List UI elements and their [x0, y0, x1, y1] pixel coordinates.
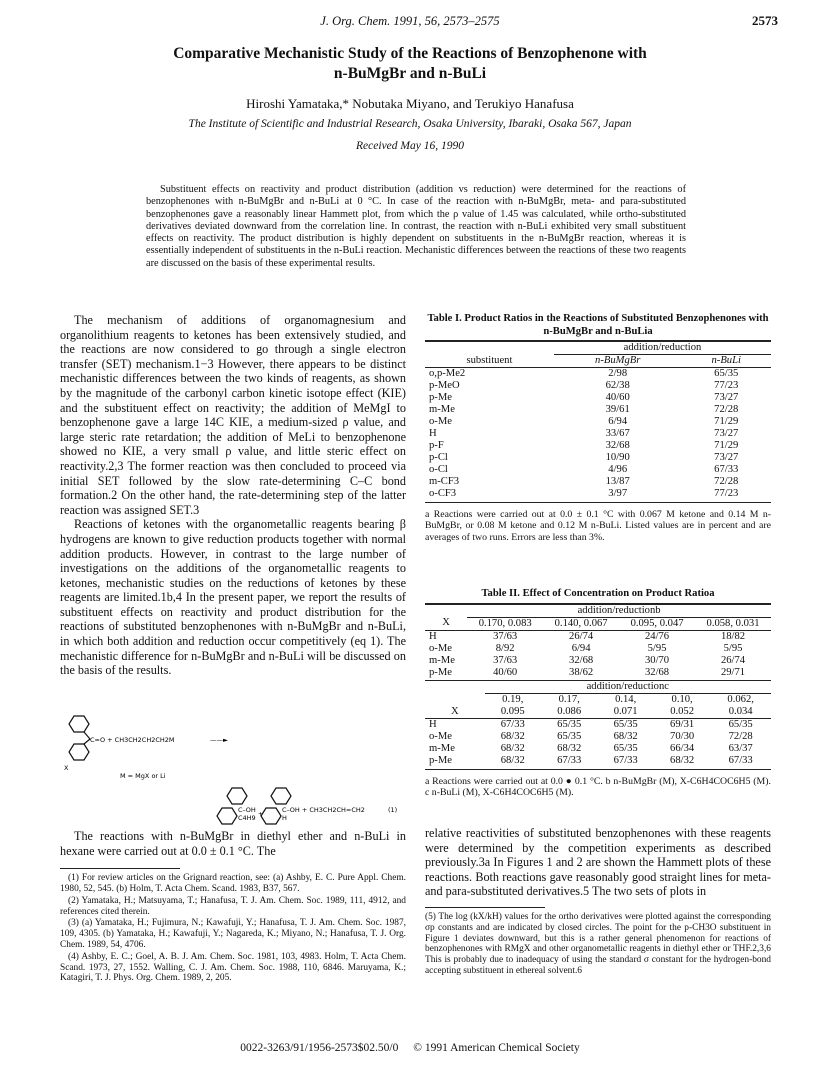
table-2-block [425, 588, 771, 798]
table-col-header: 0.095, 0.047 [630, 617, 684, 629]
footnote-right: (5) The log (kX/kH) values for the ortho derivatives were plotted against the corresponding σp constants and are indicated by closed circles. The point for the p-CH3O substituent in Figure 1 deviates downward, but this is a rather general phenomenon for reactions of benzophenones with RMgX and other organometallic reagents in diethyl ether or THF.2,3,6 This is probably due to inadequacy of using the standard σ constant for the hydrogen-bond accepting substituent in ethereal solvent.6 [425, 911, 771, 976]
table-1 [425, 340, 771, 500]
table-row [425, 488, 771, 500]
copyright: © 1991 American Chemical Society [413, 1042, 580, 1054]
table-cell: 65/35 [714, 368, 739, 379]
table-cell: 6/94 [608, 416, 628, 427]
table-cell: 29/71 [720, 666, 746, 678]
footnotes-left [60, 873, 406, 984]
document-code: 0022-3263/91/1956-2573$02.50/0 [240, 1042, 399, 1054]
table-cell: 33/67 [605, 428, 630, 439]
table-cell: o,p-Me2 [429, 368, 466, 379]
table-cell: 40/60 [493, 666, 518, 678]
table-col-header: 0.14, [615, 693, 637, 705]
table-cell: 30/70 [644, 654, 670, 666]
table-row [425, 743, 771, 755]
table-1-col-header: n-BuLi [711, 355, 741, 366]
table-cell: 72/28 [714, 404, 739, 415]
table-cell: H [429, 428, 437, 439]
table-cell: 67/33 [557, 754, 582, 766]
abstract: Substituent effects on reactivity and product distribution (addition vs reduction) were determined for the reactions of benzophenones with n-BuMgBr and n-BuLi at 0 °C. In case of the reaction with n-BuMgBr, meta- and para-substituted benzophenones gave a reasonably linear Hammett plot, from which the ρ value of 1.45 was calculated, while ortho-substituted derivatives deviated downward from the correlation line. In contrast, the reaction with n-BuLi exhibited very small substituent effects on reactivity. The product distribution is highly dependent on substituents in the n-BuMgBr reaction, whereas it is essentially independent of substituents in the n-BuLi reaction. Mechanistic differences between the reactions of these two reagents are discussed on the basis of these experimental results. [146, 184, 686, 269]
footnote: (1) For review articles on the Grignard reaction, see: (a) Ashby, E. C. Pure Appl. Chem. 1980, 52, 545. (b) Holm, T. Acta Chem. Scand. 1983, B37, 567. [60, 873, 406, 894]
table-cell: 72/28 [714, 476, 739, 487]
table-cell: 66/34 [670, 742, 695, 754]
body-left-column [60, 313, 406, 678]
table-cell: o-CF3 [429, 488, 457, 499]
table-row [425, 655, 771, 667]
table-col-header: 0.052 [670, 705, 695, 717]
footnote: (3) (a) Yamataka, H.; Fujimura, N.; Kawafuji, Y.; Hanafusa, T. J. Am. Chem. Soc. 1987, 109, 4305. (b) Yamataka, H.; Kawafuji, Y.; Nagareda, K.; Miyano, N.; Hanafusa, T. J. Org. Chem. 1989, 54, 4706. [60, 918, 406, 950]
table-cell: 65/35 [613, 718, 638, 730]
table-cell: 3/97 [608, 488, 628, 499]
table-col-header: X [450, 705, 459, 717]
table-cell: H [429, 630, 437, 642]
table-cell: 68/32 [613, 730, 638, 742]
table-col-header: 0.170, 0.083 [478, 617, 532, 629]
footnote: (4) Ashby, E. C.; Goel, A. B. J. Am. Chem. Soc. 1981, 103, 4983. Holm, T. Acta Chem. Scand. 1973, 27, 1552. Walling, C. J. Am. Chem. Soc. 1988, 110, 6846. Maruyama, K.; Katagiri, T. J. Phys. Org. Chem. 1989, 2, 205. [60, 951, 406, 984]
table-cell: 5/95 [723, 642, 743, 654]
table-cell: m-CF3 [429, 476, 460, 487]
body-paragraph: The reactions with n-BuMgBr in diethyl ether and n-BuLi in hexane were carried out at 0.0 ± 0.1 °C. The [60, 829, 406, 858]
table-row [425, 643, 771, 655]
table-row [425, 440, 771, 452]
table-cell: 71/29 [714, 440, 739, 451]
table-1-note: a Reactions were carried out at 0.0 ± 0.1 °C with 0.067 M ketone and 0.14 M n-BuMgBr, or 0.08 M ketone and 0.12 M n-BuLi. Listed values are in percent and are averages of two runs. Errors are less than 3%. [425, 509, 771, 543]
table-cell: p-F [429, 440, 444, 451]
table-col-header: 0.17, [558, 693, 580, 705]
reaction-scheme-eq1 [60, 712, 406, 828]
table-row [425, 452, 771, 464]
table-cell: 65/35 [613, 742, 638, 754]
table-2a [425, 603, 771, 679]
title-line-1: Comparative Mechanistic Study of the Reactions of Benzophenone with [173, 45, 647, 62]
table-2-caption: Table II. Effect of Concentration on Product Ratioa [481, 588, 715, 599]
page-number: 2573 [752, 13, 778, 28]
footnote: (2) Yamataka, H.; Matsuyama, T.; Hanafusa, T. J. Am. Chem. Soc. 1989, 111, 4912, and references cited therein. [60, 895, 406, 917]
table-1-col-header: substituent [466, 354, 513, 366]
table-cell: 67/33 [714, 464, 739, 475]
running-head: J. Org. Chem. 1991, 56, 2573–2575 [320, 14, 500, 28]
table-col-header: 0.062, [727, 693, 754, 705]
table-cell: 24/76 [644, 630, 670, 642]
table-col-header: 0.19, [502, 693, 524, 705]
table-cell: p-Me [429, 754, 452, 766]
table-1-block [425, 313, 771, 543]
plus-sign: + [258, 810, 264, 818]
table-cell: 18/82 [720, 630, 746, 642]
table-col-header: 0.10, [671, 693, 693, 705]
table-cell: 37/63 [493, 630, 518, 642]
body-paragraph: Reactions of ketones with the organometallic reagents bearing β hydrogens are known to give reduction products together with normal addition products. However, in contrast to the large number of investigations on the additions of the organometallic reagents to ketones, mechanistic studies on the reductions of ketones by these reagents are limited.1b,4 In the present paper, we report the results of substituent effects on reactivity and product distribution for the reactions of substituted benzophenones with n-BuMgBr and n-BuLi, in which both addition and reduction occur competitively (eq 1). The mechanistic difference for n-BuMgBr and n-BuLi will be discussed on the basis of the results. [60, 517, 406, 678]
table-col-header: 0.071 [613, 705, 638, 717]
title-line-2: n-BuMgBr and n-BuLi [333, 65, 487, 82]
table-row [425, 380, 771, 392]
table-cell: 68/32 [500, 754, 525, 766]
table-row [425, 718, 771, 731]
table-cell: 65/35 [557, 718, 582, 730]
table-cell: H [429, 718, 437, 730]
reduction-product-text: C–OH + CH3CH2CH=CH2 [282, 806, 365, 814]
table-cell: p-MeO [429, 380, 460, 391]
body-paragraph: The mechanism of additions of organomagnesium and organolithium reagents to ketones has been extensively studied, and the reactions are now considered to go through a single electron transfer (SET) mechanism.1−3 However, there appears to be distinct mechanistic differences between the two kinds of reagents, as shown by the magnitude of the carbonyl carbon kinetic isotope effect (KIE) and the substituent effect on reactivity; the addition of MeMgI to benzophenone gave a large 14C KIE, a medium-sized ρ value, and large steric rate retardation; the addition of MeLi to benzophenone showed no KIE, a very small ρ value, and little steric effect on reactivity.2,3 The former reaction was then concluded to proceed via initial SET followed by the slow rate-determining C–C bond formation.2 On the other hand, the rate-determining step of the latter reaction was assigned SET.3 [60, 313, 406, 517]
table-col-header: X [442, 617, 450, 629]
table-cell: 68/32 [500, 742, 525, 754]
table-row [425, 464, 771, 476]
addition-product-butyl: C4H9 [238, 814, 256, 822]
table-cell: 6/94 [571, 642, 591, 654]
table-cell: 67/33 [728, 754, 753, 766]
substituent-x: X [64, 764, 69, 772]
table-cell: 39/61 [605, 404, 630, 415]
table-cell: 72/28 [728, 730, 753, 742]
table-cell: 32/68 [644, 666, 670, 678]
table-1-col-header: n-BuMgBr [595, 355, 641, 366]
reaction-arrow: ——► [210, 736, 228, 744]
table-cell: 8/92 [495, 642, 515, 654]
table-cell: 77/23 [714, 488, 739, 499]
table-cell: 38/62 [569, 666, 594, 678]
table-cell: o-Me [429, 730, 452, 742]
table-1-caption: Table I. Product Ratios in the Reactions of Substituted Benzophenones with n-BuMgBr and n-BuLia [427, 313, 769, 337]
table-cell: p-Me [429, 392, 452, 403]
table-cell: m-Me [429, 654, 455, 666]
reduction-product-h: H [282, 814, 287, 822]
table-cell: 65/35 [728, 718, 753, 730]
table-col-header: 0.140, 0.067 [554, 617, 608, 629]
table-cell: 65/35 [557, 730, 582, 742]
table-1-group-header: addition/reduction [554, 341, 771, 355]
table-2b [425, 680, 771, 767]
table-cell: 13/87 [605, 476, 630, 487]
equation-number: (1) [388, 806, 398, 814]
table-cell: 73/27 [714, 428, 739, 439]
table-row [425, 667, 771, 679]
table-col-header [425, 693, 485, 706]
table-col-header: 0.086 [557, 705, 582, 717]
reagent-text: C=O + CH3CH2CH2CH2M [90, 736, 175, 744]
table-row [425, 404, 771, 416]
body-left-column-continued [60, 829, 406, 985]
footnote-rule [60, 868, 180, 869]
table-cell: m-Me [429, 742, 455, 754]
table-cell: 68/32 [500, 730, 525, 742]
table-cell: 2/98 [608, 368, 628, 379]
table-cell: 10/90 [605, 452, 630, 463]
table-row [425, 428, 771, 440]
table-cell: 62/38 [605, 380, 630, 391]
table-row [425, 630, 771, 643]
table-row [425, 476, 771, 488]
table-cell: m-Me [429, 404, 455, 415]
table-cell: 37/63 [493, 654, 518, 666]
table-cell: 68/32 [670, 754, 695, 766]
table-cell: 63/37 [728, 742, 753, 754]
table-2-group-header: addition/reductionb [467, 604, 771, 618]
footnote-rule [425, 907, 545, 908]
table-row [425, 731, 771, 743]
table-col-header: 0.058, 0.031 [706, 617, 760, 629]
table-cell: 67/33 [500, 718, 525, 730]
received-date: Received May 16, 1990 [356, 140, 464, 152]
table-cell: 32/68 [605, 440, 630, 451]
table-cell: 67/33 [613, 754, 638, 766]
table-cell: 73/27 [714, 392, 739, 403]
table-col-header: 0.034 [728, 705, 753, 717]
body-paragraph: relative reactivities of substituted benzophenones with these reagents were determined by the competition experiments as described previously.3a In Figures 1 and 2 are shown the Hammett plots of these reactions. Both reactions gave reasonably good straight lines for meta- and para-substituted derivatives.5 The two sets of plots in [425, 826, 771, 899]
metal-note: M = MgX or Li [120, 772, 166, 780]
table-cell: 40/60 [605, 392, 630, 403]
table-2-note: a Reactions were carried out at 0.0 ● 0.1 °C. b n-BuMgBr (M), X-C6H4COC6H5 (M). c n-BuLi (M), X-C6H4COC6H5 (M). [425, 775, 771, 798]
table-cell: 4/96 [608, 464, 628, 475]
table-cell: o-Me [429, 416, 452, 427]
table-cell: 26/74 [720, 654, 746, 666]
addition-product-text: C–OH [238, 806, 256, 814]
table-cell: p-Cl [429, 452, 448, 463]
table-col-header: 0.095 [500, 705, 525, 717]
table-cell: o-Cl [429, 464, 448, 475]
table-cell: 71/29 [714, 416, 739, 427]
table-cell: 69/31 [670, 718, 695, 730]
bottom-line [0, 1042, 820, 1054]
table-cell: p-Me [429, 666, 452, 678]
table-row [425, 416, 771, 428]
table-2-group-header: addition/reductionc [485, 680, 771, 693]
table-cell: 68/32 [557, 742, 582, 754]
table-cell: o-Me [429, 642, 452, 654]
article-title [60, 44, 760, 84]
table-cell: 32/68 [569, 654, 594, 666]
body-right-column [425, 826, 771, 977]
benzophenone-structure [69, 716, 90, 760]
table-cell: 5/95 [647, 642, 667, 654]
table-row [425, 368, 771, 381]
table-cell: 77/23 [714, 380, 739, 391]
table-cell: 26/74 [569, 630, 594, 642]
table-row [425, 755, 771, 767]
affiliation: The Institute of Scientific and Industrial Research, Osaka University, Ibaraki, Osaka 567, Japan [188, 118, 632, 130]
table-cell: 73/27 [714, 452, 739, 463]
authors: Hiroshi Yamataka,* Nobutaka Miyano, and Terukiyo Hanafusa [246, 96, 574, 111]
table-cell: 70/30 [670, 730, 695, 742]
table-row [425, 392, 771, 404]
